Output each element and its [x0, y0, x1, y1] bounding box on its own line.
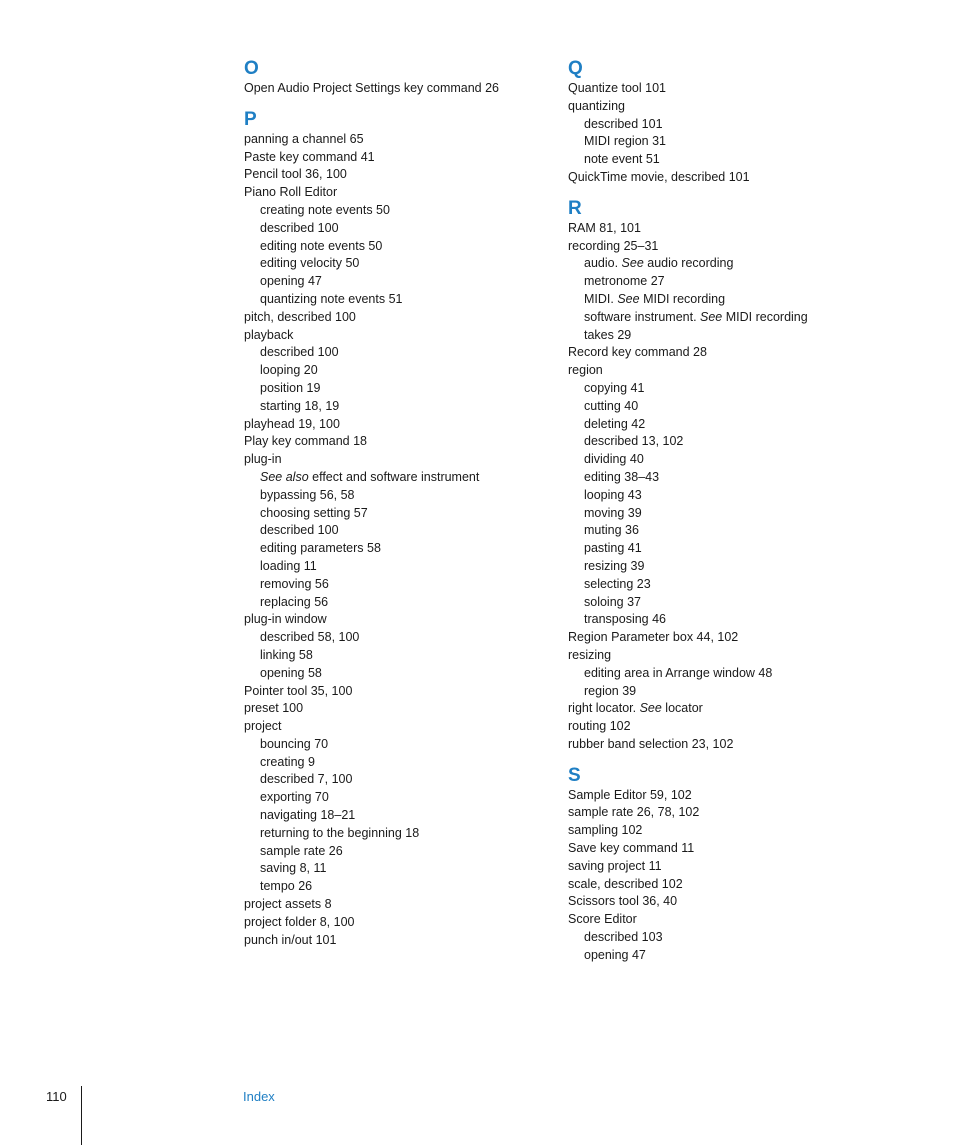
cross-reference-label: See — [621, 256, 644, 271]
index-subentry: opening 47 — [260, 274, 322, 289]
index-subentry: transposing 46 — [584, 612, 667, 627]
index-subentry: note event 51 — [584, 152, 660, 167]
index-subentry: loading 11 — [260, 558, 317, 573]
index-column-left — [244, 58, 544, 949]
index-subentry: saving 8, 11 — [260, 861, 327, 876]
index-subentry: described 7, 100 — [260, 772, 353, 787]
index-entry: scale, described 102 — [568, 876, 683, 891]
entry-prefix: MIDI. — [584, 291, 618, 306]
index-entry-list — [568, 787, 868, 965]
index-subentry: described 13, 102 — [584, 434, 684, 449]
index-entry: plug-in window — [244, 612, 327, 627]
index-entry: project assets 8 — [244, 897, 332, 912]
index-subentry: choosing setting 57 — [260, 505, 368, 520]
index-entry: rubber band selection 23, 102 — [568, 736, 734, 751]
index-entry: QuickTime movie, described 101 — [568, 169, 750, 184]
index-subentry: position 19 — [260, 380, 321, 395]
index-letter-heading: S — [568, 764, 581, 786]
index-subentry: starting 18, 19 — [260, 398, 340, 413]
footer-divider — [81, 1086, 82, 1145]
index-entry: panning a channel 65 — [244, 131, 364, 146]
index-subentry — [568, 309, 868, 327]
index-entry: routing 102 — [568, 719, 631, 734]
index-subentry: creating 9 — [260, 754, 315, 769]
index-subentry: bypassing 56, 58 — [260, 487, 355, 502]
index-subentry: dividing 40 — [584, 452, 644, 467]
index-subentry: pasting 41 — [584, 541, 642, 556]
footer-section-label: Index — [243, 1089, 275, 1104]
index-subentry: removing 56 — [260, 576, 329, 591]
index-subentry: described 58, 100 — [260, 630, 360, 645]
index-subentry: described 100 — [260, 523, 339, 538]
index-entry-list — [244, 80, 544, 98]
index-subentry: looping 20 — [260, 363, 318, 378]
index-subentry: editing 38–43 — [584, 469, 660, 484]
index-subentry: moving 39 — [584, 505, 642, 520]
index-section — [568, 58, 868, 187]
index-entry: preset 100 — [244, 701, 304, 716]
index-subentry: described 100 — [260, 345, 339, 360]
index-subentry: tempo 26 — [260, 879, 313, 894]
cross-reference-label: See — [700, 309, 723, 324]
index-subentry: opening 47 — [584, 947, 646, 962]
index-letter-heading: R — [568, 197, 582, 219]
index-subentry: exporting 70 — [260, 790, 329, 805]
index-entry-list — [244, 131, 544, 950]
index-section — [568, 765, 868, 965]
index-entry: project folder 8, 100 — [244, 914, 355, 929]
index-subentry: navigating 18–21 — [260, 808, 356, 823]
index-entry: sample rate 26, 78, 102 — [568, 805, 700, 820]
index-entry: Open Audio Project Settings key command 26 — [244, 81, 500, 95]
cross-reference-label: See — [617, 291, 640, 306]
index-entry: Piano Roll Editor — [244, 185, 338, 200]
index-subentry — [568, 291, 868, 309]
index-entry: Record key command 28 — [568, 345, 707, 360]
index-entry: Play key command 18 — [244, 434, 367, 449]
index-subentry: editing note events 50 — [260, 238, 383, 253]
index-entry: Save key command 11 — [568, 841, 695, 856]
index-subentry: selecting 23 — [584, 576, 651, 591]
cross-reference-target: locator — [661, 701, 703, 716]
cross-reference-target: MIDI recording — [722, 309, 808, 324]
cross-reference-target: effect and software instrument — [308, 469, 480, 484]
index-letter-heading: P — [244, 108, 257, 130]
entry-prefix: software instrument. — [584, 309, 701, 324]
cross-reference-target: MIDI recording — [639, 291, 726, 306]
index-subentry: muting 36 — [584, 523, 639, 538]
index-entry: playhead 19, 100 — [244, 416, 340, 431]
index-entry: Scissors tool 36, 40 — [568, 894, 678, 909]
index-column-right — [568, 58, 868, 965]
index-subentry: returning to the beginning 18 — [260, 825, 420, 840]
index-subentry: described 101 — [584, 116, 663, 131]
index-subentry: metronome 27 — [584, 274, 665, 289]
index-subentry: editing area in Arrange window 48 — [584, 665, 773, 680]
index-subentry: copying 41 — [584, 380, 645, 395]
index-subentry: linking 58 — [260, 647, 313, 662]
index-entry: Sample Editor 59, 102 — [568, 787, 692, 802]
index-entry: resizing — [568, 647, 612, 662]
index-subentry: replacing 56 — [260, 594, 329, 609]
index-entry: Quantize tool 101 — [568, 81, 666, 95]
index-entry: Region Parameter box 44, 102 — [568, 630, 739, 645]
index-entry: Score Editor — [568, 912, 637, 927]
index-subentry: soloing 37 — [584, 594, 641, 609]
index-subentry: resizing 39 — [584, 558, 645, 573]
index-entry: Pencil tool 36, 100 — [244, 167, 347, 182]
index-subentry: takes 29 — [584, 327, 632, 342]
index-subentry: MIDI region 31 — [584, 134, 666, 149]
index-subentry: quantizing note events 51 — [260, 291, 403, 306]
index-letter-heading: O — [244, 58, 259, 79]
index-subentry: bouncing 70 — [260, 736, 329, 751]
index-entry: quantizing — [568, 98, 625, 113]
index-entry: Pointer tool 35, 100 — [244, 683, 353, 698]
index-subentry: opening 58 — [260, 665, 322, 680]
index-subentry: creating note events 50 — [260, 202, 390, 217]
entry-prefix: right locator. — [568, 701, 640, 716]
index-entry: plug-in — [244, 452, 282, 467]
index-entry: RAM 81, 101 — [568, 220, 641, 235]
index-subentry: cutting 40 — [584, 398, 639, 413]
index-entry: punch in/out 101 — [244, 932, 337, 947]
cross-reference-target: audio recording — [643, 256, 734, 271]
index-subentry: looping 43 — [584, 487, 642, 502]
index-entry: region — [568, 363, 603, 378]
index-subentry: editing parameters 58 — [260, 541, 381, 556]
index-subentry — [244, 469, 544, 487]
index-entry: saving project 11 — [568, 858, 662, 873]
index-entry-list — [568, 220, 868, 754]
page-number: 110 — [46, 1089, 67, 1104]
index-entry: pitch, described 100 — [244, 309, 356, 324]
index-subentry: deleting 42 — [584, 416, 646, 431]
index-section — [568, 198, 868, 754]
index-entry-list — [568, 80, 868, 187]
index-entry — [568, 700, 868, 718]
index-entry: Paste key command 41 — [244, 149, 375, 164]
index-entry: project — [244, 719, 282, 734]
entry-prefix: audio. — [584, 256, 622, 271]
index-subentry: sample rate 26 — [260, 843, 343, 858]
index-subentry: region 39 — [584, 683, 637, 698]
index-subentry — [568, 255, 868, 273]
index-letter-heading: Q — [568, 58, 583, 79]
cross-reference-label: See — [639, 701, 662, 716]
cross-reference-label: See also — [260, 469, 309, 484]
index-subentry: editing velocity 50 — [260, 256, 360, 271]
index-subentry: described 100 — [260, 220, 339, 235]
index-subentry: described 103 — [584, 930, 663, 945]
index-section — [244, 58, 544, 98]
index-entry: sampling 102 — [568, 823, 643, 838]
index-entry: playback — [244, 327, 294, 342]
index-entry: recording 25–31 — [568, 238, 659, 253]
index-section — [244, 109, 544, 950]
